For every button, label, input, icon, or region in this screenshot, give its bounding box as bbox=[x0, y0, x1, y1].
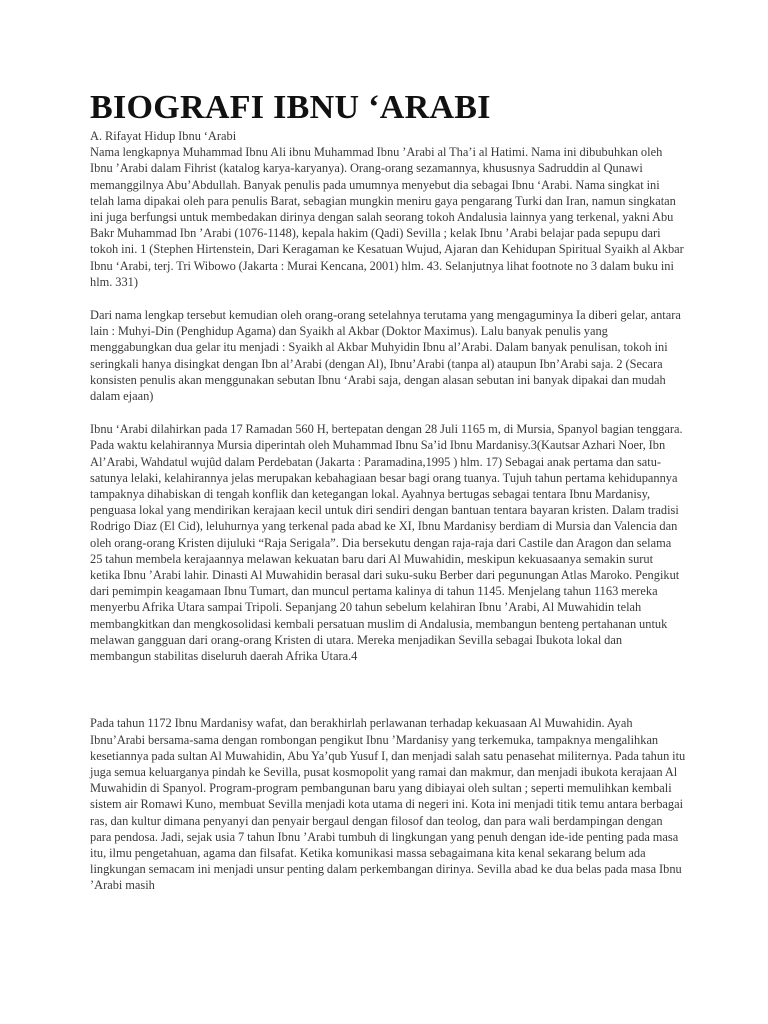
section-subtitle: A. Rifayat Hidup Ibnu ‘Arabi bbox=[90, 129, 237, 143]
document-page bbox=[90, 88, 686, 894]
document-title: BIOGRAFI IBNU ‘ARABI bbox=[90, 89, 491, 126]
paragraph-sevilla: Pada tahun 1172 Ibnu Mardanisy wafat, dan berakhirlah perlawanan terhadap kekuasaan Al Muwahidin. Ayah Ibnu’Arabi bersama-sama dengan rombongan pengikut Ibnu ’Mardanisy yang terkemuka, tampaknya mengalihkan kesetiannya pada sultan Al Muwahidin, Abu Ya’qub Yusuf I, dan menjadi salah satu penasehat militernya. Pada tahun itu juga semua keluarganya pindah ke Sevilla, pusat kosmopolit yang ramai dan makmur, dan menjadi ibukota kerajaan Al Muwahidin di Spanyol. Program-program pembangunan baru yang dibiayai oleh sultan ; seperti memulihkan kembali sistem air Romawi Kuno, membuat Sevilla menjadi kota utama di negeri ini. Kota ini menjadi titik temu antara berbagai ras, dan kultur dimana penyanyi dan penyair bergaul dengan filosof dan teolog, dan para wali berdampingan dengan para pendosa. Jadi, sejak usia 7 tahun Ibnu ’Arabi tumbuh di lingkungan yang penuh dengan ide-ide penting pada masa itu, ilmu pengetahuan, agama dan filsafat. Ketika komunikasi massa sebagaimana kita kenal sekarang belum ada lingkungan semacam ini menjadi unsur penting dalam perkembangan dirinya. Sevilla abad ke dua belas pada masa Ibnu ’Arabi masih bbox=[90, 716, 686, 893]
paragraph-titles: Dari nama lengkap tersebut kemudian oleh orang-orang setelahnya terutama yang mengaguminya Ia diberi gelar, antara lain : Muhyi-Din (Penghidup Agama) dan Syaikh al Akbar (Doktor Maximus). Lalu banyak penulis yang menggabungkan dua gelar itu menjadi : Syaikh al Akbar Muhyidin Ibnu al’Arabi. Dalam banyak penulisan, tokoh ini seringkali hanya disingkat dengan Ibn al’Arabi (dengan Al), Ibnu’Arabi (tanpa al) ataupun Ibn’Arabi saja. 2 (Secara konsisten penulis akan menggunakan sebutan Ibnu ‘Arabi saja, dengan alasan sebutan ini banyak dipakai dan mudah dalam ejaan) bbox=[90, 308, 681, 404]
paragraph-birth: Ibnu ‘Arabi dilahirkan pada 17 Ramadan 560 H, bertepatan dengan 28 Juli 1165 m, di Mursia, Spanyol bagian tenggara. Pada waktu kelahirannya Mursia diperintah oleh Muhammad Ibnu Sa’id Ibnu Mardanisy.3(Kautsar Azhari Noer, Ibn Al’Arabi, Wahdatul wujûd dalam Perdebatan (Jakarta : Paramadina,1995 ) hlm. 17) Sebagai anak pertama dan satu-satunya lelaki, kelahirannya jelas merupakan kebahagiaan besar bagi orang tuanya. Tujuh tahun pertama kehidupannya tampaknya dihabiskan di tengah konflik dan ketegangan lokal. Ayahnya bertugas sebagai tentara Ibnu Mardanisy, penguasa lokal yang mendirikan kerajaan kecil untuk diri sendiri dengan bantuan tentara bayaran kristen. Dalam tradisi Rodrigo Diaz (El Cid), leluhurnya yang terkenal pada abad ke XI, Ibnu Mardanisy berdiam di Mursia dan Valencia dan oleh orang-orang Kristen dijuluki “Raja Serigala”. Dia bersekutu dengan raja-raja dari Castile dan Aragon dan selama 25 tahun membela kerajaannya melawan kekuatan baru dari Al Muwahidin, meskipun kekuasaanya semakin surut ketika Ibnu ’Arabi lahir. Dinasti Al Muwahidin berasal dari suku-suku Berber dari pegunungan Atlas Maroko. Pengikut dari pemimpin keagamaan Ibnu Tumart, dan muncul pertama kalinya di tahun 1145. Menjelang tahun 1163 mereka menyerbu Afrika Utara sampai Tripoli. Sepanjang 20 tahun sebelum kelahiran Ibnu ’Arabi, Al Muwahidin telah membangkitkan dan mengkosolidasi kembali persatuan muslim di Andalusia, membangun benteng pertahanan untuk melawan gangguan dari orang-orang Kristen di utara. Mereka menjadikan Sevilla sebagai Ibukota lokal dan membangun stabilitas diseluruh daerah Afrika Utara.4 bbox=[90, 422, 683, 664]
paragraph-name-origin: Nama lengkapnya Muhammad Ibnu Ali ibnu Muhammad Ibnu ’Arabi al Tha’i al Hatimi. Nama ini dibubuhkan oleh Ibnu ’Arabi dalam Fihrist (katalog karya-karyanya). Orang-orang sezamannya, khususnya Sadruddin al Qunawi memanggilnya Abu’Abdullah. Banyak penulis pada umumnya menyebut dia sebagai Ibnu ‘Arabi. Nama singkat ini telah lama dipakai oleh para penulis Barat, sebagian mungkin meniru gaya pengarang Turki dan Iran, namun singkatan ini juga berfungsi untuk membedakan dirinya dengan salah seorang tokoh Andalusia lainnya yang terkenal, yakni Abu Bakr Muhammad Ibn ’Arabi (1076-1148), kepala hakim (Qadi) Sevilla ; kelak Ibnu ’Arabi belajar pada sepupu dari tokoh ini. 1 (Stephen Hirtenstein, Dari Keragaman ke Kesatuan Wujud, Ajaran dan Kehidupan Spiritual Syaikh al Akbar Ibnu ‘Arabi, terj. Tri Wibowo (Jakarta : Murai Kencana, 2001) hlm. 43. Selanjutnya lihat footnote no 3 dalam buku ini hlm. 331) bbox=[90, 145, 684, 289]
